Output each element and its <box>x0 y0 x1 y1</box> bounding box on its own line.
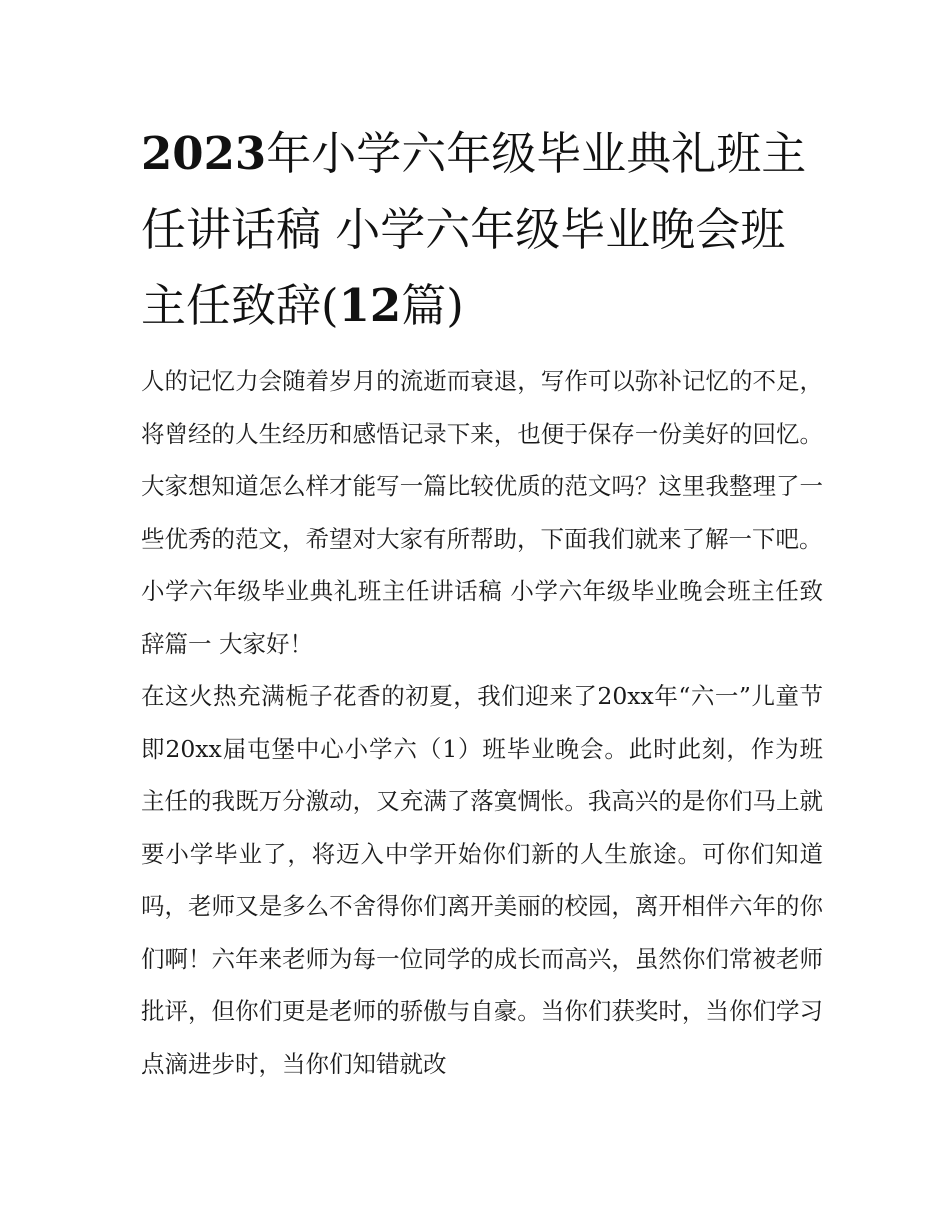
title-year: 2023 <box>141 127 267 180</box>
title-suffix: 篇) <box>401 279 464 332</box>
speech-paragraph: 在这火热充满栀子花香的初夏，我们迎来了20xx年“六一”儿童节即20xx届屯堡中心小学六（1）班毕业晚会。此时此刻，作为班主任的我既万分激动，又充满了落寞惆怅。我高兴的是你们马上就要小学毕业了，将迈入中学开始你们新的人生旅途。可你们知道吗，老师又是多么不舍得你们离开美丽的校园，离开相伴六年的你们啊！六年来老师为每一位同学的成长而高兴，虽然你们常被老师批评，但你们更是老师的骄傲与自豪。当你们获奖时，当你们学习点滴进步时，当你们知错就改 <box>141 682 823 1078</box>
document-body <box>141 355 823 1090</box>
document-title <box>141 116 821 344</box>
title-count: 12 <box>338 279 402 332</box>
section-heading-paragraph: 小学六年级毕业典礼班主任讲话稿 小学六年级毕业晚会班主任致辞篇一 大家好！ <box>141 577 823 658</box>
title-text: 年小学六年级毕业典礼班主任讲话稿 小学六年级毕业晚会班主任致辞( <box>141 127 807 332</box>
intro-paragraph: 人的记忆力会随着岁月的流逝而衰退，写作可以弥补记忆的不足，将曾经的人生经历和感悟记录下来，也便于保存一份美好的回忆。大家想知道怎么样才能写一篇比较优质的范文吗？这里我整理了一些优秀的范文，希望对大家有所帮助，下面我们就来了解一下吧。 <box>141 367 823 553</box>
